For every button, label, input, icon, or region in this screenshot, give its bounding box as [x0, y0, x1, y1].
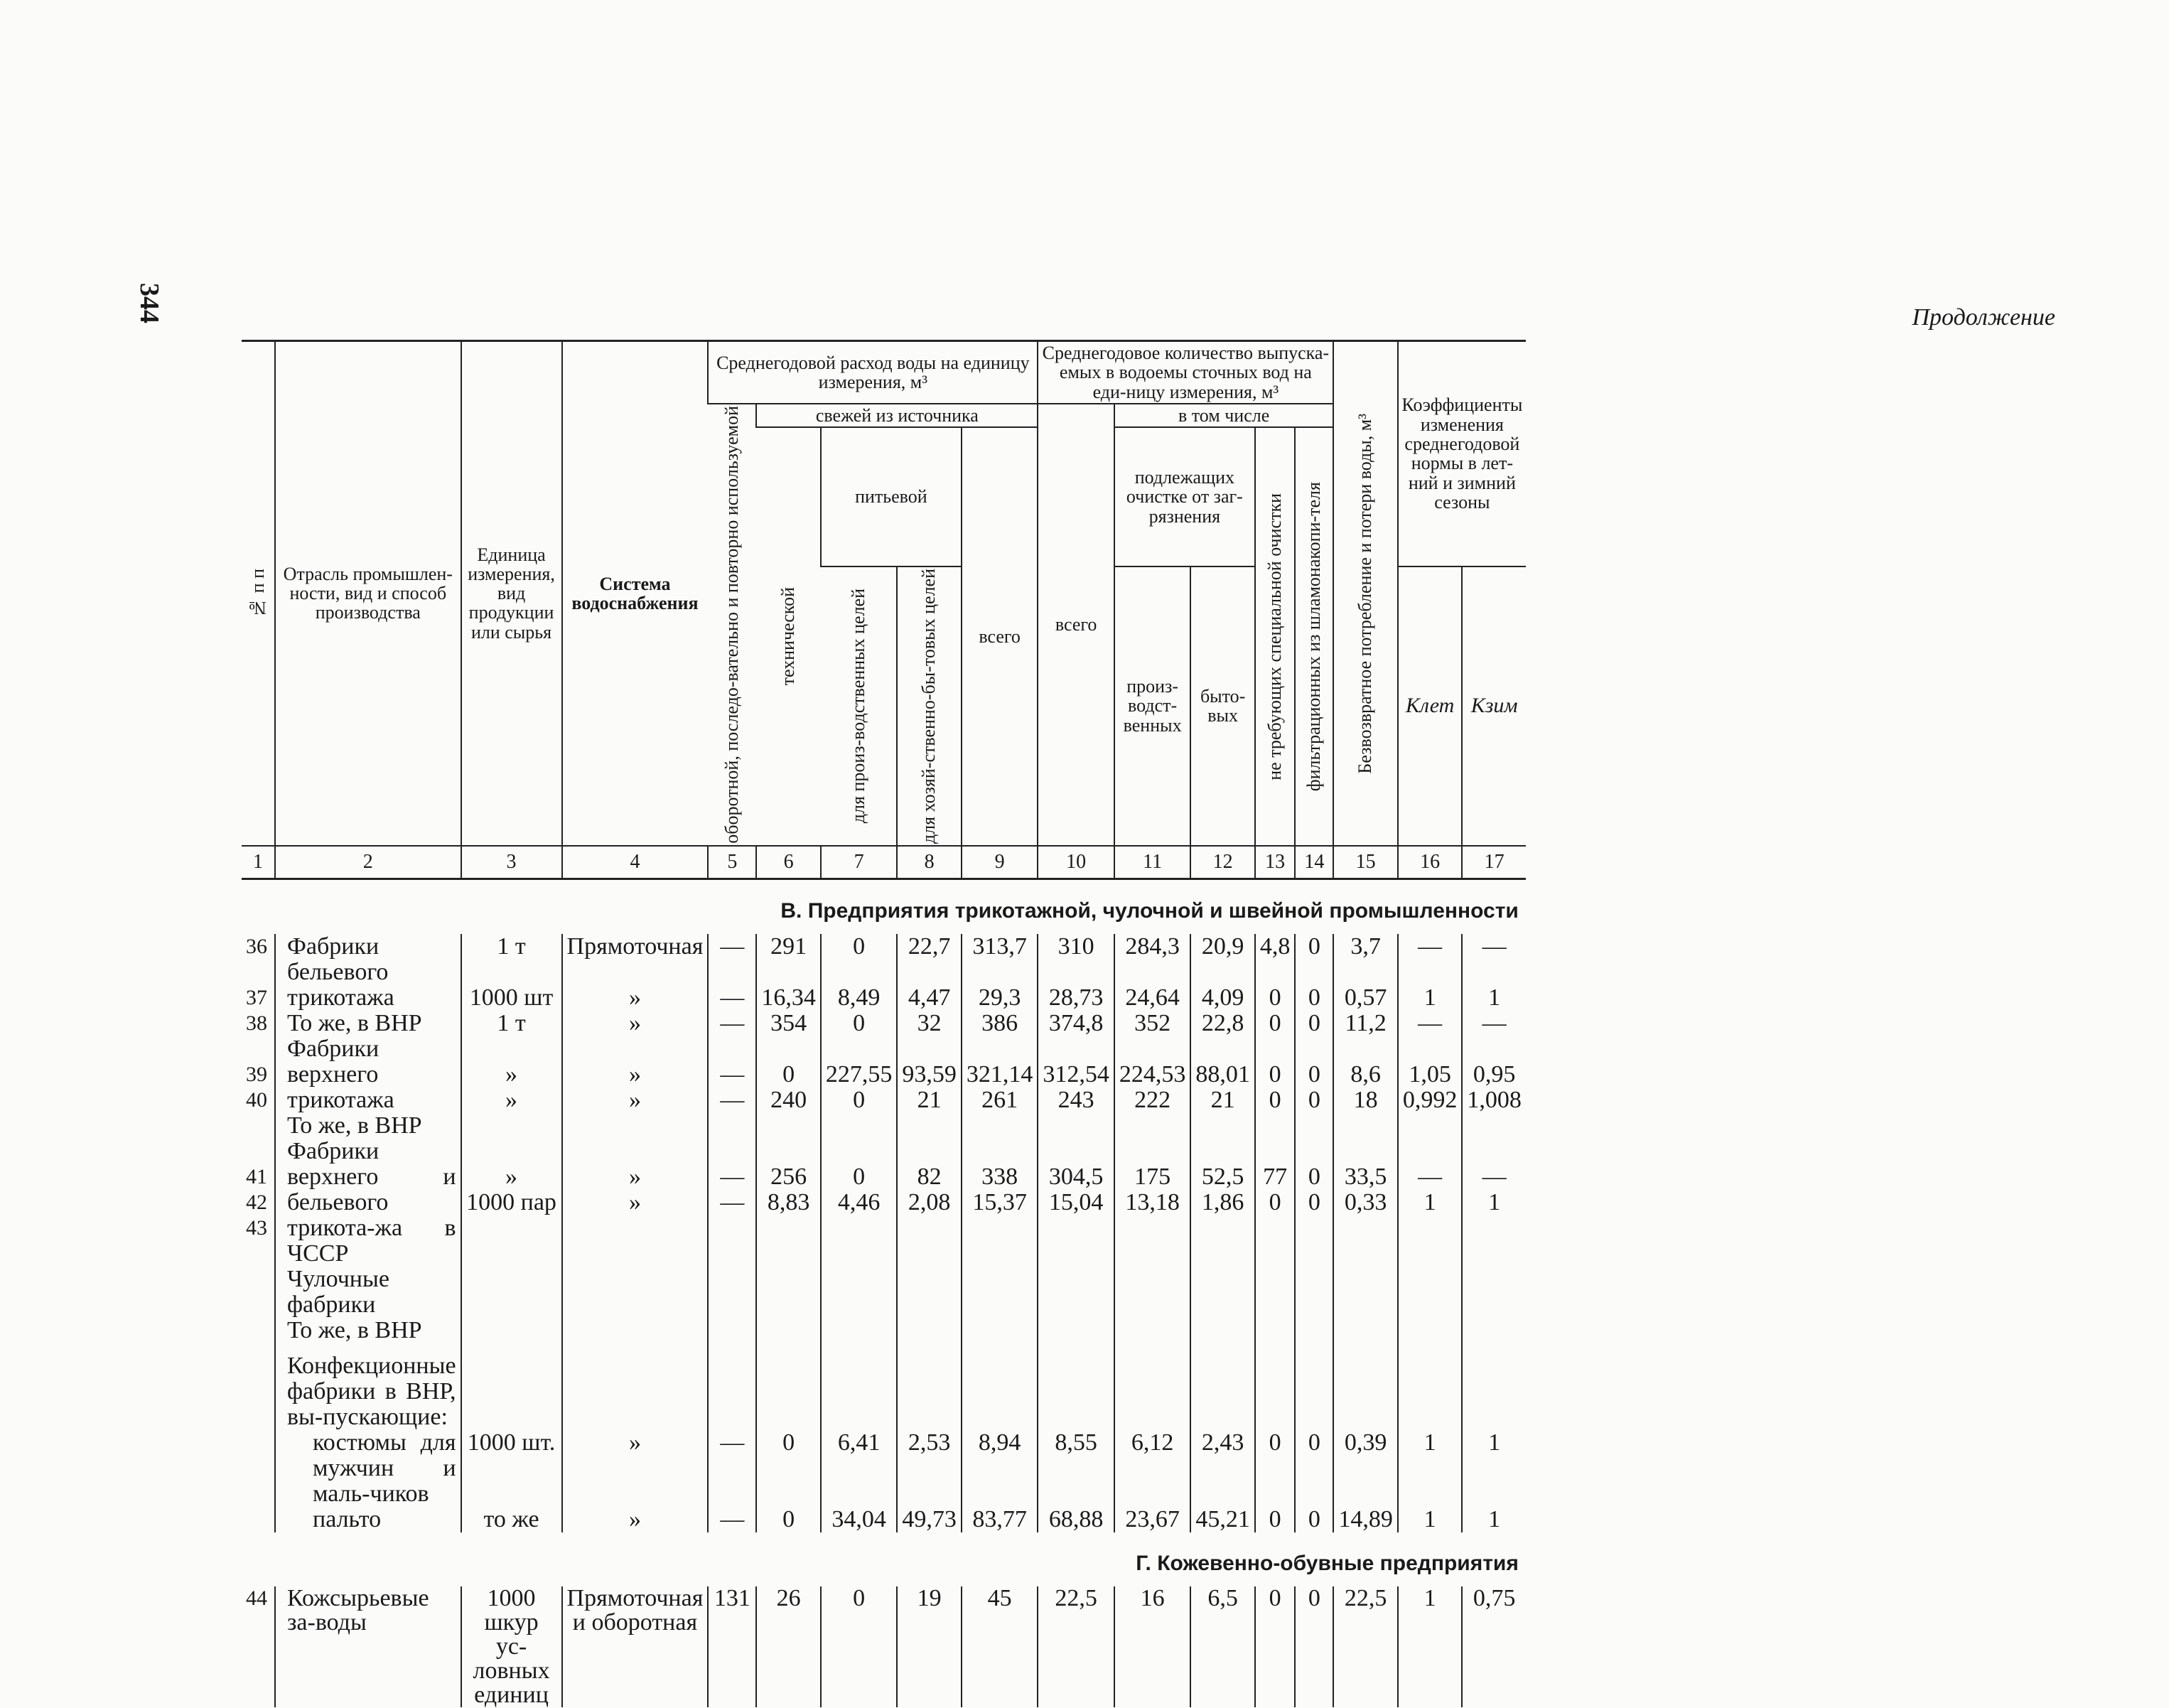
empty-cell [461, 1343, 562, 1430]
row-value: 0,39 [1333, 1430, 1398, 1507]
row-value: — 1 — 1,05 0,992 — 1 [1398, 934, 1463, 1343]
row-number [242, 1430, 275, 1507]
row-name: Фабрики бельевого трикотажа То же, в ВНР Фабрики верхнего трикотажа То же, в ВНР Фабрики верхнего и бельевого трикота-жа в ЧССР Чулочные фабрики То же, в ВНР [275, 934, 461, 1343]
row-value: 4,8 0 0 0 0 77 0 [1255, 934, 1296, 1343]
row-system: Прямоточная и оборотная [562, 1586, 709, 1707]
row-value: 1 [1398, 1507, 1463, 1532]
row-value: 14,89 [1333, 1507, 1398, 1532]
row-value: 0 [1295, 1430, 1333, 1507]
hdr-c10: всего [1038, 404, 1114, 846]
row-value: 0 [1255, 1507, 1296, 1532]
hdr-c16: Kлет [1398, 566, 1463, 846]
row-value: 49,73 [897, 1507, 962, 1532]
hdr-c11: произ-водст-венных [1114, 566, 1191, 846]
row-subname: костюмы для мужчин и маль-чиков [313, 1429, 456, 1507]
hdr-c4: Система водоснабжения [562, 341, 709, 846]
row-name [275, 1507, 461, 1532]
section-title-v: В. Предприятия трикотажной, чулочной и швейной промышленности [780, 898, 1519, 923]
column-number: 4 [562, 846, 709, 879]
column-number: 8 [897, 846, 962, 879]
empty-cell [1255, 1343, 1296, 1430]
table-row [242, 1586, 1526, 1707]
column-number: 12 [1190, 846, 1255, 879]
empty-cell [962, 1343, 1038, 1430]
row-value: — — — — — — — [708, 934, 756, 1343]
hdr-vtom: в том числе [1114, 404, 1334, 427]
row-number: 36 37 38 39 40 41 42 43 [246, 934, 267, 1240]
row-value: 8,55 [1038, 1430, 1114, 1507]
row-number [242, 1507, 275, 1532]
row-value: 16 [1114, 1586, 1191, 1707]
row-system: » [562, 1430, 709, 1507]
row-value: — [708, 1507, 756, 1532]
row-value: 3,7 0,57 11,2 8,6 18 33,5 0,33 [1333, 934, 1398, 1343]
row-value: 19 [897, 1586, 962, 1707]
hdr-rashod: Среднегодовой расход воды на единицу измерения, м³ [708, 341, 1038, 404]
row-name: Конфекционные фабрики в ВНР, вы-пускающие: [275, 1343, 461, 1430]
row-subname: пальто [313, 1505, 382, 1532]
empty-cell [897, 1343, 962, 1430]
empty-cell [756, 1343, 821, 1430]
hdr-c12: быто-вых [1190, 566, 1255, 846]
row-value: 0 [1255, 1586, 1296, 1707]
row-value: 1 [1462, 1507, 1526, 1532]
column-number: 7 [821, 846, 898, 879]
row-value: 20,9 4,09 22,8 88,01 21 52,5 1,86 [1190, 934, 1255, 1343]
hdr-koef: Коэффициенты изменения среднегодовой нормы в лет-ний и зимний сезоны [1398, 341, 1526, 566]
row-name [275, 1430, 461, 1507]
row-value: 0 0 0 0 0 0 0 [1295, 934, 1333, 1343]
continuation-label: Продолжение [1912, 304, 2055, 331]
row-unit: 1000 шкур ус-ловных единиц [461, 1586, 562, 1707]
column-number: 3 [461, 846, 562, 879]
row-value: 6,12 [1114, 1430, 1191, 1507]
column-number: 9 [962, 846, 1038, 879]
row-value: 2,53 [897, 1430, 962, 1507]
hdr-pit: питьевой [821, 427, 962, 566]
row-value: 0 [1255, 1430, 1296, 1507]
page-number: 344 [134, 283, 164, 323]
table-row [242, 1430, 1526, 1507]
hdr-c3: Единица измерения, вид продукции или сырья [461, 341, 562, 846]
column-number: 14 [1295, 846, 1333, 879]
row-unit: 1000 шт. [461, 1430, 562, 1507]
row-value: 83,77 [962, 1507, 1038, 1532]
row-value: 0 [756, 1430, 821, 1507]
row-system: » [562, 1507, 709, 1532]
row-value: 310 28,73 374,8 312,54 243 304,5 15,04 [1038, 934, 1114, 1343]
row-value: 26 [756, 1586, 821, 1707]
row-value: 22,5 [1333, 1586, 1398, 1707]
column-number-row [242, 846, 1526, 879]
row-value: — [708, 1430, 756, 1507]
column-number: 1 [242, 846, 275, 879]
column-number: 11 [1114, 846, 1191, 879]
hdr-c8: для хозяй-ственно-бы-товых целей [897, 566, 962, 846]
row-value: Прямоточная » » » » » » [562, 934, 709, 1343]
row-value: 1 т 1000 шт 1 т » » » 1000 пар [461, 934, 562, 1343]
column-number: 17 [1462, 846, 1526, 879]
row-value: 1 [1398, 1586, 1463, 1707]
column-number: 16 [1398, 846, 1463, 879]
row-name: Кожсырьевые за-воды [275, 1586, 461, 1707]
empty-cell [1190, 1343, 1255, 1430]
hdr-c14: фильтрационных из шламонакопи-теля [1295, 427, 1333, 845]
row-value: 0 8,49 0 227,55 0 0 4,46 [821, 934, 898, 1343]
hdr-c17: Kзим [1462, 566, 1526, 846]
row-value: 0 [821, 1586, 898, 1707]
row-value: 313,7 29,3 386 321,14 261 338 15,37 [962, 934, 1038, 1343]
empty-cell [562, 1343, 709, 1430]
table-row [242, 934, 1526, 1343]
column-number: 6 [756, 846, 821, 879]
hdr-c15: Безвозвратное потребление и потери воды, м³ [1333, 341, 1398, 846]
row-value: 45 [962, 1586, 1038, 1707]
section-title-g: Г. Кожевенно-обувные предприятия [1136, 1551, 1519, 1575]
row-value: 68,88 [1038, 1507, 1114, 1532]
row-number: 44 [246, 1586, 267, 1610]
hdr-podl: подлежащих очистке от заг-рязнения [1114, 427, 1255, 566]
row-value: 1 [1462, 1430, 1526, 1507]
row-value: 8,94 [962, 1430, 1038, 1507]
empty-cell [708, 1343, 756, 1430]
column-number: 15 [1333, 846, 1398, 879]
row-value: 2,43 [1190, 1430, 1255, 1507]
row-value: 291 16,34 354 0 240 256 8,83 [756, 934, 821, 1343]
row-value: — 1 — 0,95 1,008 — 1 [1462, 934, 1526, 1343]
table-row [242, 1343, 1526, 1430]
empty-cell [1398, 1343, 1463, 1430]
column-number: 5 [708, 846, 756, 879]
column-number: 2 [275, 846, 461, 879]
row-value: 0 [756, 1507, 821, 1532]
empty-cell [1295, 1343, 1333, 1430]
empty-cell [821, 1343, 898, 1430]
empty-cell [242, 1343, 275, 1430]
row-value: 0 [1295, 1586, 1333, 1707]
hdr-c1: № п п [242, 341, 275, 846]
hdr-c13: не требующих специальной очистки [1255, 427, 1296, 845]
empty-cell [1114, 1343, 1191, 1430]
empty-cell [1462, 1343, 1526, 1430]
row-value: 23,67 [1114, 1507, 1191, 1532]
hdr-svezh: свежей из источника [756, 404, 1038, 427]
row-unit: то же [461, 1507, 562, 1532]
hdr-c2: Отрасль промышлен-ности, вид и способ производства [275, 341, 461, 846]
row-value: 1 [1398, 1430, 1463, 1507]
row-value: 131 [708, 1586, 756, 1707]
norms-table [242, 340, 1526, 1707]
empty-cell [1038, 1343, 1114, 1430]
hdr-c7: для произ-водственных целей [821, 566, 898, 846]
row-value: 22,5 [1038, 1586, 1114, 1707]
hdr-c6: технической [756, 427, 821, 845]
column-number: 10 [1038, 846, 1114, 879]
column-number: 13 [1255, 846, 1296, 879]
table-row [242, 1507, 1526, 1532]
row-value: 45,21 [1190, 1507, 1255, 1532]
hdr-c9: всего [962, 427, 1038, 845]
hdr-vypusk: Среднегодовое количество выпуска-емых в водоемы сточных вод на еди-ницу измерения, м³ [1038, 341, 1333, 404]
row-value: 34,04 [821, 1507, 898, 1532]
row-value: 6,5 [1190, 1586, 1255, 1707]
row-value: 284,3 24,64 352 224,53 222 175 13,18 [1114, 934, 1191, 1343]
row-value: 0,75 [1462, 1586, 1526, 1707]
row-value: 22,7 4,47 32 93,59 21 82 2,08 [897, 934, 962, 1343]
row-value: 6,41 [821, 1430, 898, 1507]
hdr-c5: оборотной, последо-вательно и повторно используемой [708, 404, 756, 846]
row-value: 0 [1295, 1507, 1333, 1532]
empty-cell [1333, 1343, 1398, 1430]
